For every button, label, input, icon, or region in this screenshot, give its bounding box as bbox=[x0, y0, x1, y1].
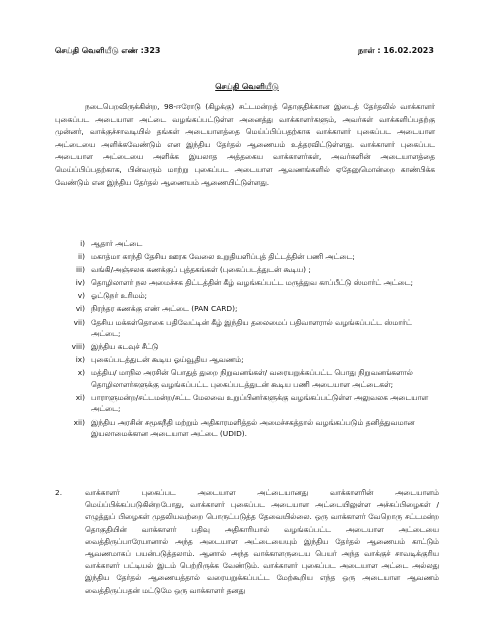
paragraph-2-number: 2. bbox=[55, 488, 63, 497]
release-number: செய்தி வெளியீடு எண் :323 bbox=[55, 46, 161, 55]
document-item bbox=[55, 264, 439, 276]
paragraph-2-text: வாக்காளர் புகைப்பட அடையாள அட்டையானது வாக்காளரின் அடையாளம் மெய்ப்பிக்கப்படுகின்றபோது, வாக்காளர் புகைப்பட அடையாள அட்டையிலுள்ள அச்சுப்பிழைகள் / எழுத்துப் பிழைகள் முதலியவற்றை பொருட்படுத்த தேவையில்லை. ஒரு வாக்காளர் வேறொரு சட்டமன்ற தொகுதியின் வாக்காளர் பதிவு அதிகாரியால் வழங்கப்பட்ட அடையாள அட்டையை வைத்திருப்பாரேயானால் அந்த அடையாள அட்டையையும் இந்திய தேர்தல் ஆணையம் காட்டும் ஆவணமாகப் பயன்படுத்தலாம். ஆனால் அந்த வாக்காளருடைய பெயர் அந்த வாக்குச் சாவடிக்குரிய வாக்காளர் பட்டியல் இடம் பெற்றிருக்க வேண்டும். வாக்காளர் புகைப்பட அடையாள அட்டை அல்லது இந்திய தேர்தல் ஆணையத்தால் வரையறுக்கப்பட்ட மேற்கூறிய எந்த ஒரு அடையாள ஆவணம் வைத்திருப்பதன் மட்டுமே ஒரு வாக்காளர் தனது bbox=[85, 488, 439, 595]
document-item bbox=[55, 290, 439, 302]
document-item bbox=[55, 367, 439, 390]
document-item-number: ii) bbox=[78, 252, 85, 262]
document-item-number: xii) bbox=[73, 417, 85, 427]
document-item-text: தொழிலாளர் நல அமைச்சக திட்டத்தின் கீழ் வழங்கப்பட்ட மருத்துவ காப்பீட்டு ஸ்மார்ட் அட்டை; bbox=[91, 278, 413, 288]
document-item bbox=[55, 238, 439, 250]
document-item bbox=[55, 251, 439, 263]
document-item-number: i) bbox=[80, 239, 85, 248]
document-item-number: x) bbox=[77, 368, 85, 378]
document-item-number: vii) bbox=[73, 317, 85, 327]
document-item-text: மத்திய/ மாநில அரசின் பொதுத் துறை நிறுவனங்கள்/ வரையறுக்கப்பட்ட பொது நிறுவனங்களால் தொழிலாளர்களுக்கு வழங்கப்பட்ட புகைப்படத்துடன் கூடிய பணி அடையாள அட்டைகள்; bbox=[91, 368, 413, 389]
document-item-text: இந்திய அரசின் சமூகநீதி மற்றும் அதிகாரமளித்தல் அமைச்சகத்தால் வழங்கப்படும் தனித்துவமான இயலாமைக்கான அடையாள அட்டை (UDID). bbox=[91, 417, 415, 439]
release-date: நாள் : 16.02.2023 bbox=[358, 46, 434, 55]
document-item-text: நிரந்தர கணக்கு எண் அட்டை (PAN CARD); bbox=[91, 304, 238, 314]
document-item bbox=[55, 417, 439, 440]
document-item-number: v) bbox=[77, 291, 85, 301]
document-item bbox=[55, 341, 439, 353]
document-item-number: xi) bbox=[75, 392, 85, 402]
document-item-number: viii) bbox=[71, 342, 85, 352]
paragraph-2 bbox=[55, 487, 439, 597]
document-item-text: பாராளுமன்ற/சட்டமன்ற/சட்ட மேலவை உறுப்பினர்களுக்கு வழங்கப்பட்டுள்ள அலுவலக அடையாள அட்டை; bbox=[91, 392, 429, 414]
document-title: செய்தி வெளியீடு bbox=[215, 82, 279, 91]
document-item bbox=[55, 354, 439, 366]
document-item bbox=[55, 392, 439, 415]
document-item-text: ஓட்டுநர் உரிமம்; bbox=[91, 291, 148, 301]
document-item-number: ix) bbox=[75, 355, 85, 365]
document-item-text: ஆதார் அட்டை bbox=[91, 239, 143, 248]
document-item bbox=[55, 277, 439, 289]
document-item-number: iv) bbox=[75, 278, 85, 288]
alternate-documents-list bbox=[55, 238, 439, 441]
document-item-text: இந்திய கடவுச் சீட்டு bbox=[91, 342, 159, 352]
document-item-text: தேசிய மக்கள்தொகை பதிவேட்டின் கீழ் இந்திய தலைமைப் பதிவாளரால் வழங்கப்பட்ட ஸ்மார்ட் அட்டை; bbox=[91, 317, 412, 339]
intro-paragraph: நடைபெறவிருக்கின்ற, 98-ஈரோடு (கிழக்கு) சட்டமன்றத் தொகுதிக்கான இடைத் தேர்தலில் வாக்காளர் புகைப்பட அடையாள அட்டை வழங்கப்பட்டுள்ள அனைத்து வாக்காளர்களும், அவர்கள் வாக்களிப்பதற்கு முன்னர், வாக்குச்சாவடியில் தங்கள் அடையாளத்தை மெய்ப்பிப்பதற்காக வாக்காளர் புகைப்பட அடையாள அட்டையை அளிக்கவேண்டும் என இந்திய தேர்தல் ஆணையம் உத்தரவிட்டுள்ளது. வாக்காளர் புகைப்பட அடையாள அட்டையை அளிக்க இயலாத அத்தகைய வாக்காளர்கள், அவர்களின் அடையாளத்தை மெய்ப்பிப்பதற்காக, பின்வரும் மாற்று புகைப்பட அடையாள ஆவணங்களில் ஏதேனுமொன்றை காண்பிக்க வேண்டும் என இந்திய தேர்தல் ஆணையம் ஆணையிட்டுள்ளது. bbox=[55, 102, 435, 187]
document-item bbox=[55, 317, 439, 340]
document-item-text: மகாத்மா காந்தி தேசிய ஊரக வேலை உறுதியளிப்புத் திட்டத்தின் பணி அட்டை; bbox=[91, 252, 355, 262]
document-item-number: vi) bbox=[75, 304, 85, 314]
document-item bbox=[55, 303, 439, 315]
document-item-text: வங்கி/அஞ்சலக கணக்குப் புத்தகங்கள் (புகைப்படத்துடன் கூடிய) ; bbox=[91, 265, 311, 275]
document-item-text: புகைப்படத்துடன் கூடிய ஓய்வூதிய ஆவணம்; bbox=[91, 355, 244, 365]
document-item-number: iii) bbox=[75, 265, 85, 275]
